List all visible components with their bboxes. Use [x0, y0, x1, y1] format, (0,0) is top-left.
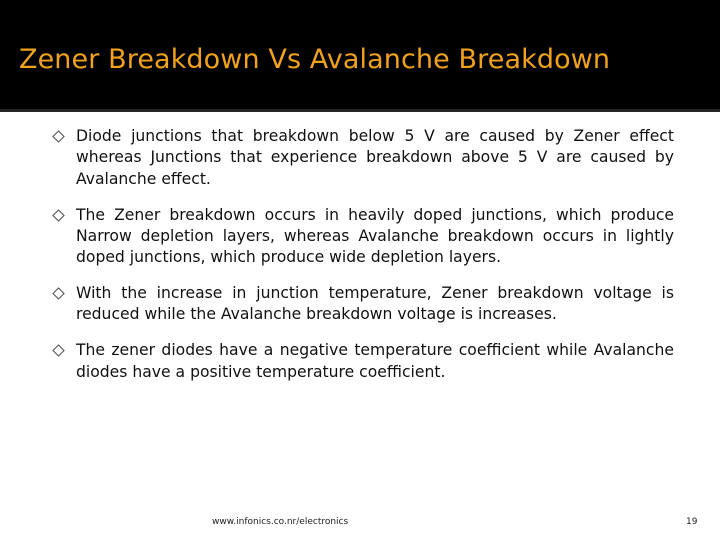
footer-url: www.infonics.co.nr/electronics [212, 517, 349, 527]
hollow-diamond-icon [52, 344, 65, 357]
bullet-list [52, 126, 674, 398]
bullet-text: With the increase in junction temperature, Zener breakdown voltage is reduced while the Avalanche breakdown voltage is increases. [76, 283, 674, 324]
hollow-diamond-icon [52, 209, 65, 222]
slide-title: Zener Breakdown Vs Avalanche Breakdown [19, 44, 611, 75]
hollow-diamond-icon [52, 130, 65, 143]
bullet-text: The Zener breakdown occurs in heavily doped junctions, which produce Narrow depletion layers, whereas Avalanche breakdown occurs in lightly doped junctions, which produce wide depletion layers. [76, 205, 674, 267]
bullet-item [52, 205, 674, 269]
bullet-item [52, 126, 674, 190]
hollow-diamond-icon [52, 287, 65, 300]
bullet-text: The zener diodes have a negative temperature coefficient while Avalanche diodes have a positive temperature coefficient. [76, 341, 674, 381]
bullet-item [52, 283, 674, 326]
title-bar [0, 0, 720, 112]
bullet-item [52, 340, 674, 383]
bullet-text: Diode junctions that breakdown below 5 V are caused by Zener effect whereas Junctions that experience breakdown above 5 V are caused by Avalanche effect. [76, 127, 674, 188]
slide-number: 19 [686, 517, 698, 527]
